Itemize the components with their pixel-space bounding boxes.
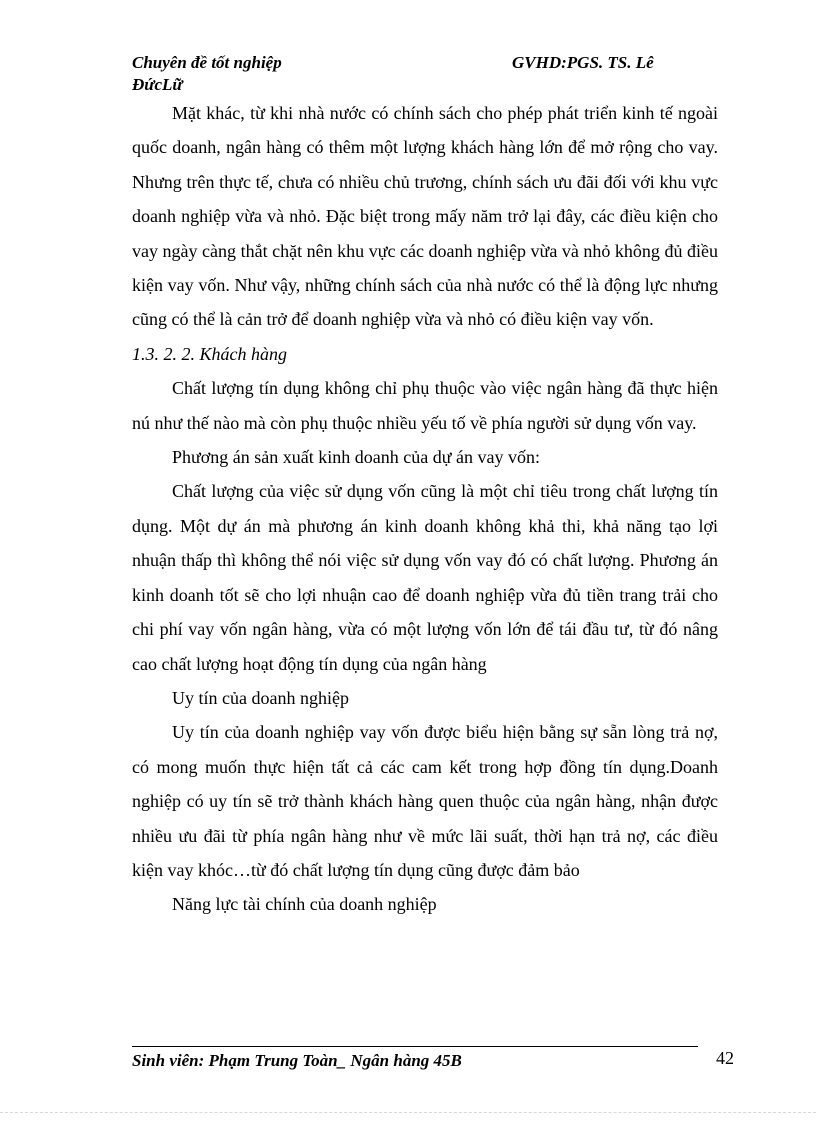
page-number: 42 xyxy=(716,1048,734,1068)
document-body xyxy=(132,96,718,922)
page-edge-divider xyxy=(0,1112,816,1113)
paragraph-business-plan-label: Phương án sản xuất kinh doanh của dự án vay vốn: xyxy=(172,447,540,468)
section-heading-customers: 1.3. 2. 2. Khách hàng xyxy=(132,343,287,364)
paragraph-business-plan: Chất lượng của việc sử dụng vốn cũng là một chỉ tiêu trong chất lượng tín dụng. Một dự án mà phương án kinh doanh không khả thi, khả năng tạo lợi nhuận thấp thì không thể nói việc sử dụng vốn vay đó có chất lượng. Phương án kinh doanh tốt sẽ cho lợi nhuận cao để doanh nghiệp vừa đủ tiền trang trải cho chi phí vay vốn ngân hàng, vừa có một lượng vốn lớn để tái đầu tư, từ đó nâng cao chất lượng hoạt động tín dụng của ngân hàng xyxy=(132,481,718,674)
paragraph-reputation-label: Uy tín của doanh nghiệp xyxy=(172,687,349,708)
paragraph-financial-capacity-label: Năng lực tài chính của doanh nghiệp xyxy=(172,894,437,915)
paragraph-credit-quality: Chất lượng tín dụng không chỉ phụ thuộc vào việc ngân hàng đã thực hiện nú như thế nào mà còn phụ thuộc nhiều yếu tố về phía người sử dụng vốn vay. xyxy=(132,378,718,433)
header-advisor-name-continued: ĐứcLữ xyxy=(132,75,183,94)
footer-divider xyxy=(132,1046,698,1047)
paragraph-policy: Mặt khác, từ khi nhà nước có chính sách cho phép phát triển kinh tế ngoài quốc doanh, ngân hàng có thêm một lượng khách hàng lớn để mở rộng cho vay. Nhưng trên thực tế, chưa có nhiều chủ trương, chính sách ưu đãi đối với khu vực doanh nghiệp vừa và nhỏ. Đặc biệt trong mấy năm trở lại đây, các điều kiện cho vay ngày càng thắt chặt nên khu vực các doanh nghiệp vừa và nhỏ không đủ điều kiện vay vốn. Như vậy, những chính sách của nhà nước có thể là động lực nhưng cũng có thể là cản trở để doanh nghiệp vừa và nhỏ có điều kiện vay vốn. xyxy=(132,103,718,330)
footer-student: Sinh viên: Phạm Trung Toàn_ Ngân hàng 45B xyxy=(132,1051,462,1070)
header-advisor: GVHD:PGS. TS. Lê xyxy=(512,53,654,72)
header-course-title: Chuyên đề tốt nghiệp xyxy=(132,53,282,72)
paragraph-reputation: Uy tín của doanh nghiệp vay vốn được biểu hiện bằng sự sẵn lòng trả nợ, có mong muốn thực hiện tất cả các cam kết trong hợp đồng tín dụng.Doanh nghiệp có uy tín sẽ trở thành khách hàng quen thuộc của ngân hàng, nhận được nhiều ưu đãi từ phía ngân hàng như về mức lãi suất, thời hạn trả nợ, các điều kiện vay khóc…từ đó chất lượng tín dụng cũng được đảm bảo xyxy=(132,722,718,880)
